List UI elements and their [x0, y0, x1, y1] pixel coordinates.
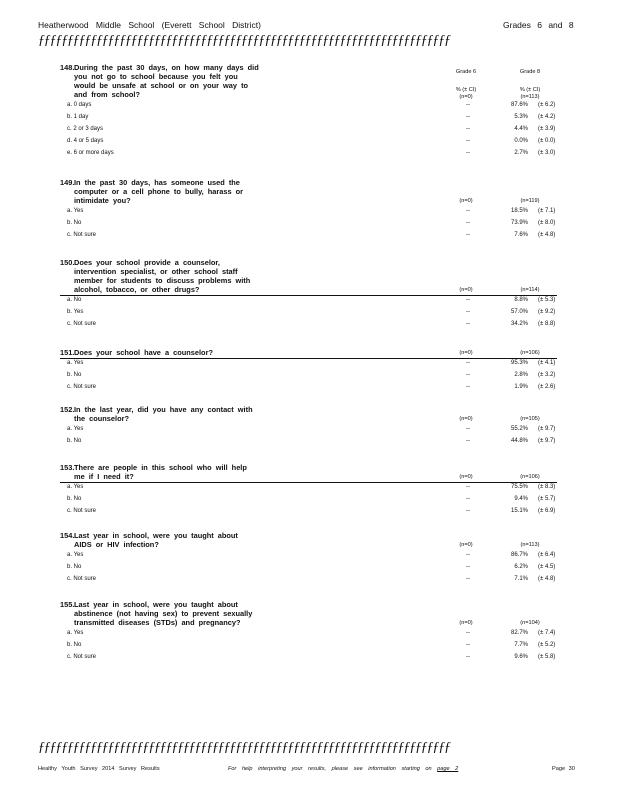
- answer-label: c. Not sure: [67, 508, 97, 514]
- question-line: intimidate you?: [74, 196, 131, 205]
- grade8-percent: 5.3%: [514, 114, 528, 120]
- grade8-ci: (± 5.2): [538, 642, 556, 648]
- header-divider: [60, 482, 557, 483]
- grade8-ci: (± 5.3): [538, 297, 556, 303]
- grade6-value: --: [466, 576, 470, 582]
- question-line: [60, 531, 238, 540]
- answer-label: b. No: [67, 220, 82, 226]
- grade8-ci: (± 6.9): [538, 508, 556, 514]
- grade6-value: --: [466, 114, 470, 120]
- answer-label: b. No: [67, 496, 82, 502]
- grade8-ci: (± 8.0): [538, 220, 556, 226]
- question-number: 150.: [60, 258, 75, 267]
- grade6-n: (n=0): [459, 620, 473, 626]
- grade8-percent: 18.5%: [510, 208, 528, 214]
- grade8-ci: (± 2.6): [538, 384, 556, 390]
- question-line: intervention specialist, or other school staff: [74, 267, 238, 276]
- answer-label: b. No: [67, 642, 82, 648]
- question-text: [60, 463, 290, 481]
- grade8-percent: 0.0%: [514, 138, 528, 144]
- footer-help-prefix: For help interpreting your results, please see information starting on: [228, 766, 432, 772]
- grade6-value: --: [466, 360, 470, 366]
- question-line: [60, 405, 253, 414]
- answer-label: c. Not sure: [67, 232, 97, 238]
- question-line-text: Does your school provide a counselor,: [74, 258, 220, 267]
- grade8-ci: (± 5.7): [538, 496, 556, 502]
- grade8-percent: 87.6%: [510, 102, 528, 108]
- grade6-value: --: [466, 150, 470, 156]
- grade6-value: --: [466, 208, 470, 214]
- grade6-value: --: [466, 232, 470, 238]
- question-line: alcohol, tobacco, or other drugs?: [74, 285, 200, 294]
- question-text: [60, 531, 290, 549]
- grade6-n: (n=0): [459, 416, 473, 422]
- question-number: 151.: [60, 348, 75, 357]
- grade8-percent: 7.6%: [514, 232, 528, 238]
- grade8-percent: 95.3%: [510, 360, 528, 366]
- answer-label: c. Not sure: [67, 384, 97, 390]
- answer-label: b. Yes: [67, 309, 84, 315]
- answer-label: a. Yes: [67, 484, 84, 490]
- question-number: 154.: [60, 531, 75, 540]
- question-line: [60, 63, 259, 72]
- grade8-ci: (± 0.0): [538, 138, 556, 144]
- question-line: [60, 258, 220, 267]
- grade6-header: Grade 6: [455, 69, 477, 75]
- grades-label: Grades 6 and 8: [503, 20, 574, 30]
- question-line-text: Last year in school, were you taught about: [74, 531, 238, 540]
- grade6-value: --: [466, 630, 470, 636]
- question-number: 155.: [60, 600, 75, 609]
- grade6-value: --: [466, 138, 470, 144]
- answer-label: a. Yes: [67, 630, 84, 636]
- answer-label: b. 1 day: [67, 114, 89, 120]
- question-line: me if I need it?: [74, 472, 134, 481]
- question-line: [60, 348, 213, 357]
- grade6-n: (n=0): [459, 474, 473, 480]
- answer-label: e. 6 or more days: [67, 150, 114, 156]
- grade8-ci: (± 7.1): [538, 208, 556, 214]
- grade6-value: --: [466, 384, 470, 390]
- question-number: 153.: [60, 463, 75, 472]
- footer-survey-title: Healthy Youth Survey 2014 Survey Results: [38, 766, 160, 772]
- grade8-ci: (± 3.2): [538, 372, 556, 378]
- footer-help-link[interactable]: page 2: [437, 766, 459, 772]
- question-text: [60, 178, 290, 205]
- grade6-value: --: [466, 309, 470, 315]
- grade8-n: (n=106): [520, 350, 540, 356]
- grade8-ci: (± 9.2): [538, 309, 556, 315]
- grade8-ci: (± 6.2): [538, 102, 556, 108]
- answer-label: c. 2 or 3 days: [67, 126, 104, 132]
- question-text: [60, 258, 290, 294]
- grade8-ci: (± 8.3): [538, 484, 556, 490]
- header-divider: [60, 358, 557, 359]
- grade8-n: (n=113): [520, 94, 540, 100]
- grade6-value: --: [466, 438, 470, 444]
- grade8-ci: (± 3.9): [538, 126, 556, 132]
- grade8-percent: 55.2%: [510, 426, 528, 432]
- grade6-value: --: [466, 654, 470, 660]
- grade8-percent: 75.5%: [510, 484, 528, 490]
- grade8-percent: 15.1%: [510, 508, 528, 514]
- answer-label: c. Not sure: [67, 321, 97, 327]
- header-rule: ƒƒƒƒƒƒƒƒƒƒƒƒƒƒƒƒƒƒƒƒƒƒƒƒƒƒƒƒƒƒƒƒƒƒƒƒƒƒƒƒƒƒƒƒƒƒƒƒƒƒƒƒƒƒƒƒƒƒƒƒƒƒƒƒƒƒƒƒƒƒƒ: [38, 33, 450, 48]
- grade6-value: --: [466, 426, 470, 432]
- grade8-n: (n=104): [520, 620, 540, 626]
- question-line: and from school?: [74, 90, 141, 99]
- grade8-n: (n=105): [520, 416, 540, 422]
- question-line: AIDS or HIV infection?: [74, 540, 159, 549]
- footer-rule: ƒƒƒƒƒƒƒƒƒƒƒƒƒƒƒƒƒƒƒƒƒƒƒƒƒƒƒƒƒƒƒƒƒƒƒƒƒƒƒƒƒƒƒƒƒƒƒƒƒƒƒƒƒƒƒƒƒƒƒƒƒƒƒƒƒƒƒƒƒƒƒ: [38, 740, 450, 755]
- grade6-value: --: [466, 552, 470, 558]
- question-line-text: Does your school have a counselor?: [74, 348, 213, 357]
- grade8-ci: (± 4.5): [538, 564, 556, 570]
- question-line: you not go to school because you felt you: [74, 72, 238, 81]
- grade8-pct-ci-header: % (± CI): [519, 87, 541, 93]
- grade6-value: --: [466, 642, 470, 648]
- question-line: [60, 600, 238, 609]
- grade6-value: --: [466, 126, 470, 132]
- question-line-text: In the last year, did you have any contact with: [74, 405, 253, 414]
- grade8-ci: (± 9.7): [538, 438, 556, 444]
- grade8-percent: 9.4%: [514, 496, 528, 502]
- grade6-value: --: [466, 372, 470, 378]
- grade8-n: (n=114): [520, 287, 540, 293]
- question-line: computer or a cell phone to bully, harass or: [74, 187, 244, 196]
- grade6-n: (n=0): [459, 287, 473, 293]
- grade8-percent: 7.1%: [514, 576, 528, 582]
- answer-label: a. Yes: [67, 426, 84, 432]
- grade8-n: (n=113): [520, 542, 540, 548]
- answer-label: a. 0 days: [67, 102, 92, 108]
- question-line: transmitted diseases (STDs) and pregnancy?: [74, 618, 241, 627]
- question-text: [60, 405, 290, 423]
- grade8-ci: (± 5.8): [538, 654, 556, 660]
- grade8-percent: 57.0%: [510, 309, 528, 315]
- footer-help-text: [228, 766, 458, 772]
- question-line: abstinence (not having sex) to prevent sexually: [74, 609, 253, 618]
- grade8-percent: 82.7%: [510, 630, 528, 636]
- answer-label: c. Not sure: [67, 576, 97, 582]
- grade6-value: --: [466, 321, 470, 327]
- question-line-text: In the past 30 days, has someone used the: [74, 178, 240, 187]
- grade8-ci: (± 4.8): [538, 576, 556, 582]
- answer-label: a. No: [67, 297, 82, 303]
- question-line: would be unsafe at school or on your way to: [74, 81, 249, 90]
- grade8-ci: (± 6.4): [538, 552, 556, 558]
- grade6-value: --: [466, 102, 470, 108]
- grade6-value: --: [466, 297, 470, 303]
- grade8-n: (n=106): [520, 474, 540, 480]
- grade6-value: --: [466, 564, 470, 570]
- question-number: 152.: [60, 405, 75, 414]
- grade8-percent: 44.8%: [510, 438, 528, 444]
- answer-label: a. Yes: [67, 552, 84, 558]
- grade8-ci: (± 3.0): [538, 150, 556, 156]
- grade6-n: (n=0): [459, 350, 473, 356]
- question-line-text: During the past 30 days, on how many days did: [74, 63, 259, 72]
- grade8-percent: 7.7%: [514, 642, 528, 648]
- grade8-header: Grade 8: [519, 69, 541, 75]
- answer-label: b. No: [67, 564, 82, 570]
- grade6-pct-ci-header: % (± CI): [455, 87, 477, 93]
- question-text: [60, 63, 290, 99]
- answer-label: b. No: [67, 372, 82, 378]
- question-line-text: Last year in school, were you taught about: [74, 600, 238, 609]
- page-number: Page 30: [552, 766, 575, 772]
- grade8-percent: 9.6%: [514, 654, 528, 660]
- grade6-n: (n=0): [459, 94, 473, 100]
- grade8-ci: (± 4.8): [538, 232, 556, 238]
- grade8-n: (n=119): [520, 198, 540, 204]
- grade8-percent: 1.9%: [514, 384, 528, 390]
- grade6-value: --: [466, 496, 470, 502]
- question-line: [60, 178, 240, 187]
- grade8-percent: 34.2%: [510, 321, 528, 327]
- grade8-percent: 2.7%: [514, 150, 528, 156]
- grade6-n: (n=0): [459, 198, 473, 204]
- grade8-percent: 86.7%: [510, 552, 528, 558]
- question-text: [60, 348, 290, 357]
- question-line: [60, 463, 247, 472]
- answer-label: a. Yes: [67, 360, 84, 366]
- grade8-percent: 6.2%: [514, 564, 528, 570]
- question-number: 149.: [60, 178, 75, 187]
- grade8-percent: 4.4%: [514, 126, 528, 132]
- grade8-percent: 73.9%: [510, 220, 528, 226]
- grade6-value: --: [466, 220, 470, 226]
- question-line-text: There are people in this school who will help: [74, 463, 247, 472]
- grade8-ci: (± 8.8): [538, 321, 556, 327]
- grade8-ci: (± 4.2): [538, 114, 556, 120]
- answer-label: a. Yes: [67, 208, 84, 214]
- grade8-ci: (± 4.1): [538, 360, 556, 366]
- school-name: Heatherwood Middle School (Everett School District): [38, 20, 261, 30]
- question-line: member for students to discuss problems with: [74, 276, 251, 285]
- grade8-percent: 2.8%: [514, 372, 528, 378]
- grade6-value: --: [466, 508, 470, 514]
- grade6-n: (n=0): [459, 542, 473, 548]
- answer-label: d. 4 or 5 days: [67, 138, 104, 144]
- header-divider: [60, 295, 557, 296]
- question-line: the counselor?: [74, 414, 129, 423]
- answer-label: b. No: [67, 438, 82, 444]
- grade6-value: --: [466, 484, 470, 490]
- grade8-percent: 8.8%: [514, 297, 528, 303]
- question-number: 148.: [60, 63, 75, 72]
- grade8-ci: (± 7.4): [538, 630, 556, 636]
- grade8-ci: (± 9.7): [538, 426, 556, 432]
- question-text: [60, 600, 290, 627]
- answer-label: c. Not sure: [67, 654, 97, 660]
